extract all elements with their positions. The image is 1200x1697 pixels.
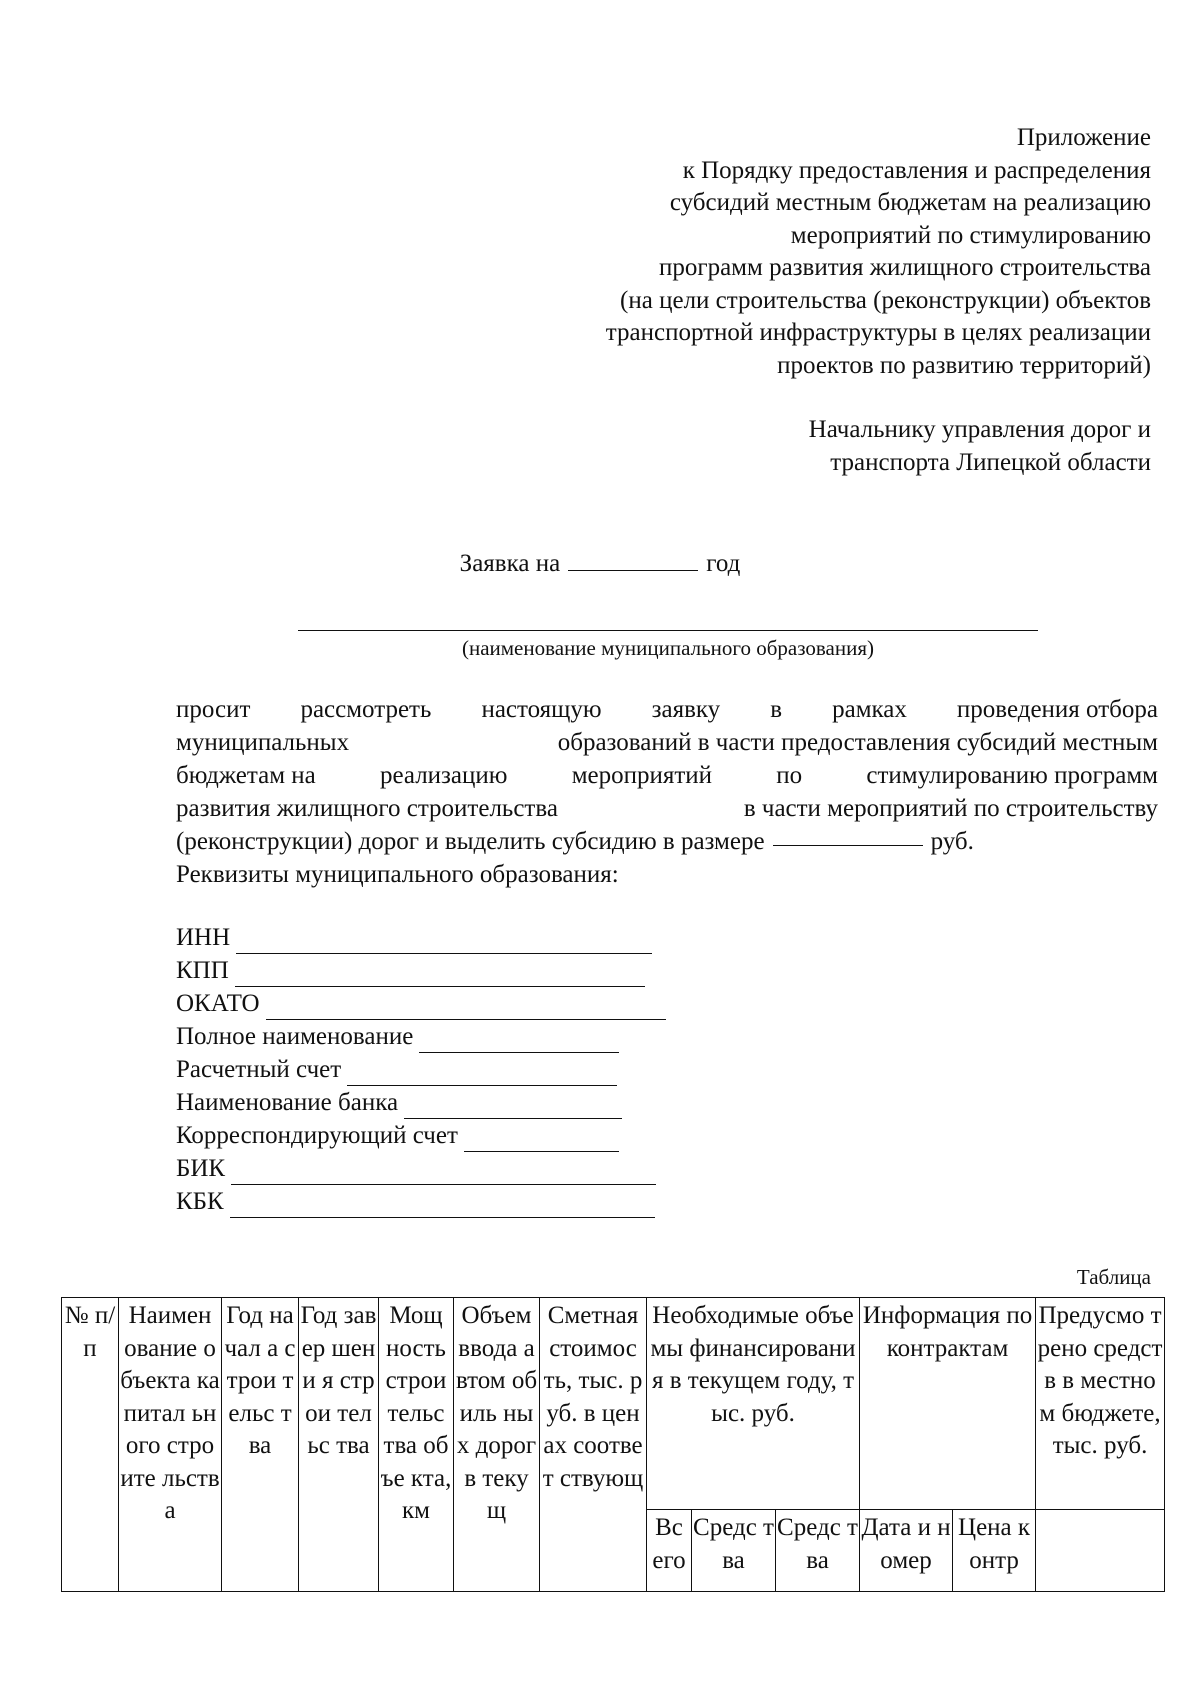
requisite-blank[interactable] <box>404 1094 622 1119</box>
table-caption: Таблица <box>1076 1265 1151 1289</box>
header-number: № п/п <box>62 1298 119 1592</box>
addressee-line: Начальнику управления дорог и <box>808 416 1151 443</box>
subheader-contract-price: Цена контр <box>953 1510 1036 1592</box>
requisite-label: Расчетный счет <box>176 1056 342 1083</box>
requisite-row <box>176 921 666 954</box>
word: мероприятий <box>571 762 713 789</box>
financing-table <box>61 1297 1165 1592</box>
requisite-row <box>176 954 666 987</box>
word: проведения отбора <box>956 696 1158 723</box>
appendix-line: Приложение <box>1016 124 1151 151</box>
year-blank[interactable] <box>568 548 698 571</box>
title-suffix: год <box>706 550 741 577</box>
requisite-blank[interactable] <box>235 962 645 987</box>
header-object-name: Наимен ование объекта капитал ьного строите льства <box>119 1298 222 1592</box>
paragraph-line <box>176 825 1158 858</box>
requisite-label: КБК <box>176 1188 224 1215</box>
appendix-line: к Порядку предоставления и распределения <box>682 156 1151 184</box>
requisite-row <box>176 1185 666 1218</box>
word: рассмотреть <box>300 696 432 723</box>
requisite-row <box>176 987 666 1020</box>
appendix-line: транспортной инфраструктуры в целях реализации <box>605 319 1151 346</box>
word: образований в части предоставления субсидий местным <box>557 729 1158 756</box>
header-estimated-cost: Сметная стоимос ть, тыс. руб. в ценах соответ ствующ <box>540 1298 647 1592</box>
paragraph-line <box>176 792 1158 825</box>
requisite-blank[interactable] <box>419 1028 619 1053</box>
word: в части мероприятий по строительству <box>743 795 1158 822</box>
requisite-blank[interactable] <box>236 929 652 954</box>
requisite-blank[interactable] <box>230 1193 655 1218</box>
requisite-label: ОКАТО <box>176 990 260 1017</box>
currency-label: руб. <box>930 828 974 855</box>
word: стимулированию программ <box>866 762 1158 789</box>
subsidy-text: (реконструкции) дорог и выделить субсидию в размере <box>176 828 765 855</box>
subheader-funds-1: Средс тва <box>692 1510 776 1592</box>
word: реализацию <box>379 762 508 789</box>
requisite-blank[interactable] <box>464 1127 619 1152</box>
requisite-blank[interactable] <box>266 995 666 1020</box>
requisite-row <box>176 1119 666 1152</box>
requisite-row <box>176 1053 666 1086</box>
title-prefix: Заявка на <box>459 550 561 577</box>
appendix-header <box>606 122 1151 382</box>
appendix-line: (на цели строительства (реконструкции) объектов <box>620 286 1151 314</box>
subheader-empty <box>1036 1510 1165 1592</box>
subsidy-amount-blank[interactable] <box>773 825 923 846</box>
requisite-label: БИК <box>176 1155 226 1182</box>
header-capacity: Мощ ность строи тельс тва объе кта, км <box>379 1298 454 1592</box>
requisite-row <box>176 1086 666 1119</box>
appendix-line: проектов по развитию территорий) <box>777 351 1151 379</box>
requisite-blank[interactable] <box>347 1061 617 1086</box>
requisite-label: Корреспондирующий счет <box>176 1122 458 1149</box>
header-local-budget: Предусмо трено средств в местном бюджете, тыс. руб. <box>1036 1298 1165 1510</box>
paragraph-line <box>176 726 1158 759</box>
word: по <box>776 762 803 789</box>
municipality-name-blank[interactable] <box>298 630 1038 631</box>
requisite-label: КПП <box>176 957 229 984</box>
header-end-year: Год завер шени я строи тельс тва <box>299 1298 379 1592</box>
requisite-label: Наименование банка <box>176 1089 399 1116</box>
word: муниципальных <box>176 729 350 756</box>
requisites-list <box>176 921 666 1218</box>
request-paragraph <box>176 693 1158 891</box>
word: бюджетам на <box>176 762 316 789</box>
header-road-volume: Объем ввода автом обиль ных дорог в текущ <box>454 1298 540 1592</box>
header-contract-info: Информация по контрактам <box>860 1298 1036 1510</box>
requisite-row <box>176 1152 666 1185</box>
word: просит <box>176 696 251 723</box>
appendix-line: программ развития жилищного строительства <box>658 254 1151 281</box>
requisite-label: ИНН <box>176 924 231 951</box>
word: в <box>770 696 783 723</box>
appendix-line: субсидий местным бюджетам на реализацию <box>669 189 1151 216</box>
subheader-total: Вс его <box>647 1510 692 1592</box>
header-required-financing: Необходимые объемы финансирования в текущем году, тыс. руб. <box>647 1298 860 1510</box>
paragraph-line <box>176 858 1158 891</box>
header-start-year: Год начал а строи тельс тва <box>222 1298 299 1592</box>
requisite-label: Полное наименование <box>176 1023 414 1050</box>
requisite-blank[interactable] <box>231 1160 656 1185</box>
paragraph-line <box>176 693 1158 726</box>
addressee-block <box>809 414 1151 479</box>
paragraph-line <box>176 759 1158 792</box>
municipality-caption: (наименование муниципального образования) <box>461 636 875 660</box>
requisites-heading: Реквизиты муниципального образования: <box>176 861 619 888</box>
word: развития жилищного строительства <box>176 795 558 822</box>
word: рамках <box>832 696 907 723</box>
word: заявку <box>651 696 721 723</box>
application-title <box>0 548 1200 578</box>
table-header-row <box>62 1298 1165 1510</box>
requisite-row <box>176 1020 666 1053</box>
addressee-line: транспорта Липецкой области <box>830 448 1151 476</box>
word: настоящую <box>481 696 602 723</box>
appendix-line: мероприятий по стимулированию <box>790 221 1151 249</box>
subheader-date-number: Дата и номер <box>860 1510 953 1592</box>
subheader-funds-2: Средс тва <box>776 1510 860 1592</box>
